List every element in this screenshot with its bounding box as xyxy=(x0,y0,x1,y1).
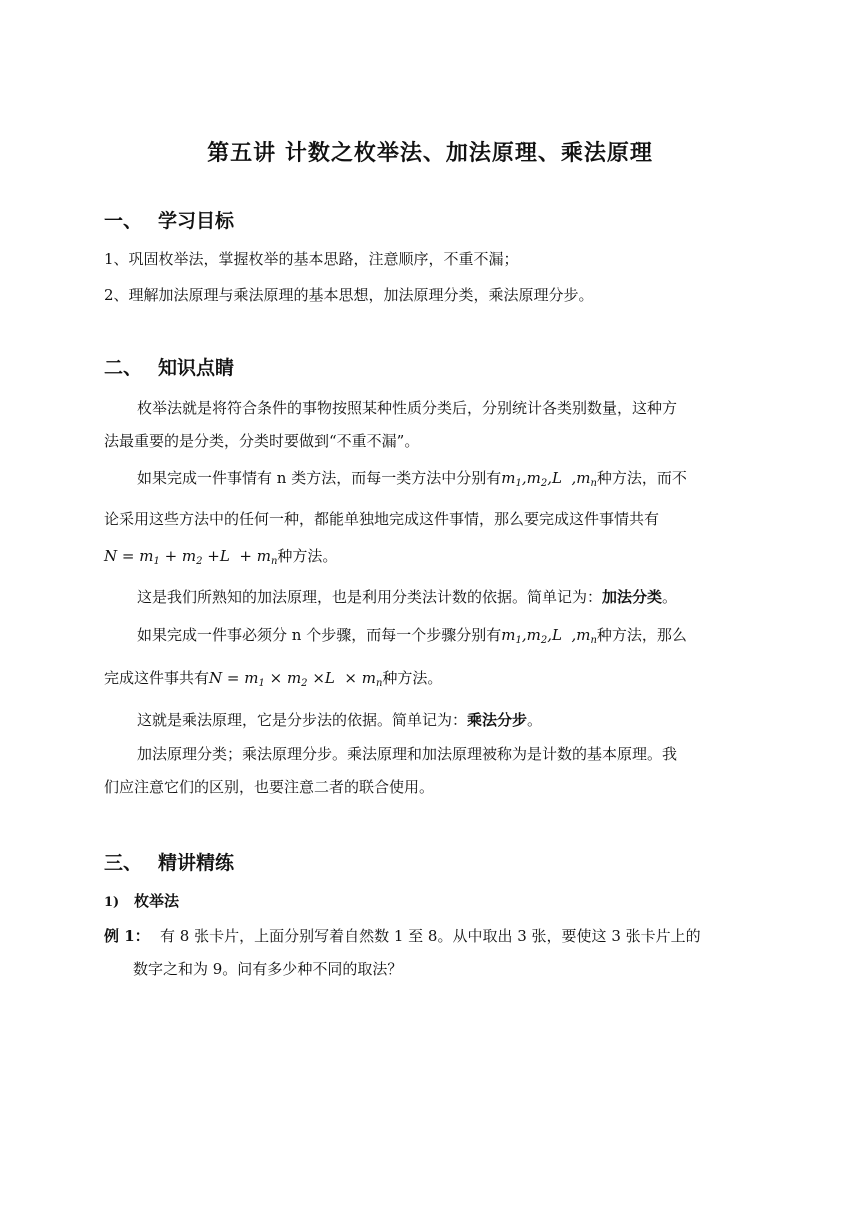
paragraph-summary-line-1: 加法原理分类；乘法原理分步。乘法原理和加法原理被称为是计数的基本原理。我 xyxy=(137,745,678,763)
paragraph-multiplication-line-1 xyxy=(137,624,687,646)
paragraph-multiplication-line-2 xyxy=(104,667,442,689)
section-1-number: 一、 xyxy=(104,210,143,232)
addition-text-a: 如果完成一件事情有 n 类方法，而每一类方法中分别有 xyxy=(137,469,502,487)
paragraph-addition-line-2: 论采用这些方法中的任何一种，都能单独地完成这件事情，那么要完成这件事情共有 xyxy=(104,510,660,528)
addition-summary-text: 这是我们所熟知的加法原理，也是利用分类法计数的依据。简单记为： xyxy=(137,588,603,606)
multiplication-summary-text: 这就是乘法原理，它是分步法的依据。简单记为： xyxy=(137,711,468,729)
multiplication-text-b: 种方法，那么 xyxy=(596,626,687,644)
addition-text-b: 种方法，而不 xyxy=(596,469,687,487)
section-1-title: 学习目标 xyxy=(158,210,235,232)
subsection-number: 1) xyxy=(104,895,120,910)
subsection-enumeration xyxy=(104,890,179,911)
formula-m-list: $m_1,m_2,L$ $,m_n$ xyxy=(501,469,597,489)
section-3-title: 精讲精练 xyxy=(158,852,235,874)
section-2-title: 知识点睛 xyxy=(158,357,235,379)
addition-summary-end: 。 xyxy=(662,588,678,606)
example-1-label: 例 1： xyxy=(104,927,150,945)
section-3-heading xyxy=(104,848,234,875)
section-2-number: 二、 xyxy=(104,357,143,379)
paragraph-enumeration-line-2: 法最重要的是分类，分类时要做到“不重不漏”。 xyxy=(104,432,420,450)
section-3-number: 三、 xyxy=(104,852,143,874)
subsection-title: 枚举法 xyxy=(134,892,180,910)
example-1-text: 有 8 张卡片，上面分别写着自然数 1 至 8。从中取出 3 张，要使这 3 张卡片上的 xyxy=(160,927,701,945)
formula-m-list-2: $m_1,m_2,L$ $,m_n$ xyxy=(501,626,597,646)
multiplication-text-a: 如果完成一件事必须分 n 个步骤，而每一个步骤分别有 xyxy=(137,626,502,644)
example-1-line-1 xyxy=(104,925,701,946)
objective-item-1: 1、巩固枚举法，掌握枚举的基本思路，注意顺序，不重不漏； xyxy=(104,250,519,268)
objective-item-2: 2、理解加法原理与乘法原理的基本思想，加法原理分类，乘法原理分步。 xyxy=(104,286,594,304)
paragraph-addition-line-1 xyxy=(137,467,687,489)
example-1-line-2: 数字之和为 9。问有多少种不同的取法？ xyxy=(133,960,403,978)
multiplication-summary-end: 。 xyxy=(527,711,543,729)
formula-addition: $N = m_1 + m_2 +L + m_n$ xyxy=(104,547,278,567)
page-title: 第五讲 计数之枚举法、加法原理、乘法原理 xyxy=(207,140,653,166)
addition-text-c: 种方法。 xyxy=(277,547,338,565)
addition-summary-bold: 加法分类 xyxy=(602,588,663,606)
formula-multiplication: $N = m_1 \times m_2 \times L \times m_n$ xyxy=(209,669,383,689)
section-1-heading xyxy=(104,206,234,233)
paragraph-summary-line-2: 们应注意它们的区别，也要注意二者的联合使用。 xyxy=(104,778,435,796)
paragraph-enumeration-line-1: 枚举法就是将符合条件的事物按照某种性质分类后，分别统计各类别数量，这种方 xyxy=(137,399,678,417)
paragraph-addition-line-3 xyxy=(104,545,337,567)
multiplication-summary-bold: 乘法分步 xyxy=(467,711,528,729)
paragraph-multiplication-summary xyxy=(137,709,542,730)
multiplication-text-d: 种方法。 xyxy=(382,669,443,687)
section-2-heading xyxy=(104,353,234,380)
multiplication-text-c: 完成这件事共有 xyxy=(104,669,210,687)
paragraph-addition-summary xyxy=(137,586,677,607)
